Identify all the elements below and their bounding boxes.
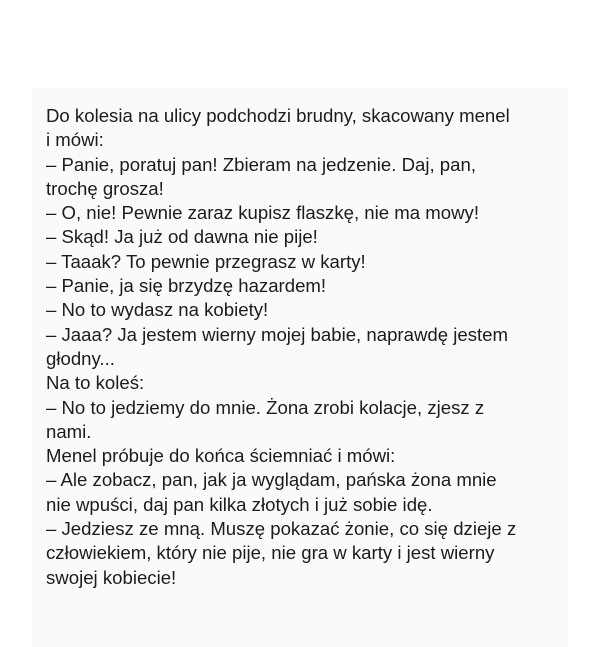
text-line: człowiekiem, który nie pije, nie gra w karty i jest wierny (46, 542, 495, 564)
text-line: trochę grosza! (46, 177, 164, 199)
joke-text (46, 104, 566, 590)
text-line: – O, nie! Pewnie zaraz kupisz flaszkę, nie ma mowy! (46, 202, 479, 224)
text-line: – Jedziesz ze mną. Muszę pokazać żonie, co się dzieje z (46, 518, 517, 540)
text-line: swojej kobiecie! (46, 566, 177, 588)
text-line: Do kolesia na ulicy podchodzi brudny, skacowany menel (46, 105, 510, 126)
text-line: – Jaaa? Ja jestem wierny mojej babie, naprawdę jestem (46, 323, 508, 345)
text-line: – Skąd! Ja już od dawna nie pije! (46, 226, 318, 248)
text-line: nie wpuści, daj pan kilka złotych i już sobie idę. (46, 493, 433, 515)
text-line: i mówi: (46, 129, 104, 151)
text-line: – Panie, poratuj pan! Zbieram na jedzenie. Daj, pan, (46, 153, 476, 175)
text-line: Na to koleś: (46, 372, 145, 394)
text-line: głodny... (46, 347, 115, 369)
text-line: Menel próbuje do końca ściemniać i mówi: (46, 445, 396, 467)
text-line: – Taaak? To pewnie przegrasz w karty! (46, 250, 366, 272)
text-line: – Ale zobacz, pan, jak ja wyglądam, pańska żona mnie (46, 469, 497, 491)
text-line: – Panie, ja się brzydzę hazardem! (46, 275, 327, 297)
text-line: – No to jedziemy do mnie. Żona zrobi kolacje, zjesz z (46, 396, 485, 418)
text-line: – No to wydasz na kobiety! (46, 299, 269, 321)
text-line: nami. (46, 420, 92, 442)
